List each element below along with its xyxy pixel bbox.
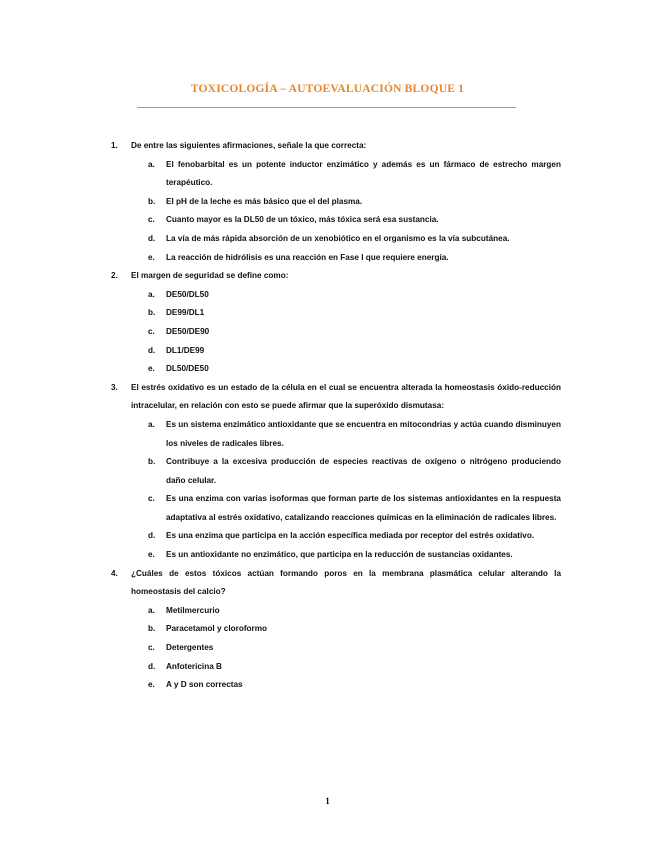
answer-option xyxy=(0,676,655,695)
option-letter: d. xyxy=(148,233,156,243)
option-text: Es una enzima que participa en la acción específica mediada por receptor del estrés oxidativo. xyxy=(166,531,535,541)
option-letter: b. xyxy=(148,308,156,318)
option-letter: d. xyxy=(148,345,156,355)
option-text: La reacción de hidrólisis es una reacción en Fase I que requiere energía. xyxy=(166,252,449,262)
option-text: Anfotericina B xyxy=(166,661,222,671)
document-title: TOXICOLOGÍA – AUTOEVALUACIÓN BLOQUE 1 xyxy=(190,83,465,95)
question-item xyxy=(0,137,655,267)
option-letter: e. xyxy=(148,364,155,374)
question-number: 4. xyxy=(111,568,118,578)
option-text: DL50/DE50 xyxy=(166,364,209,374)
answer-option xyxy=(0,211,655,230)
option-letter: b. xyxy=(148,457,156,467)
option-letter: e. xyxy=(148,550,155,560)
option-letter: b. xyxy=(148,196,156,206)
answer-option xyxy=(0,658,655,677)
page-number: 1 xyxy=(325,796,330,806)
answer-option xyxy=(0,620,655,639)
question-text: De entre las siguientes afirmaciones, señale la que correcta: xyxy=(131,141,367,150)
option-letter: a. xyxy=(148,605,155,615)
question-number: 1. xyxy=(111,141,118,150)
option-letter: a. xyxy=(148,159,155,169)
question-text: ¿Cuáles de estos tóxicos actúan formando poros en la membrana plasmática celular alterando la homeostasis del calcio? xyxy=(131,568,561,597)
option-text: Es un antioxidante no enzimático, que participa en la reducción de sustancias oxidantes. xyxy=(166,550,513,560)
option-text: Metilmercurio xyxy=(166,605,220,615)
option-letter: c. xyxy=(148,326,155,336)
option-text: Cuanto mayor es la DL50 de un tóxico, más tóxica será esa sustancia. xyxy=(166,215,439,225)
answer-option xyxy=(0,342,655,361)
option-list xyxy=(0,416,655,565)
answer-option xyxy=(0,453,655,490)
answer-option xyxy=(0,602,655,621)
option-text: A y D son correctas xyxy=(166,680,243,690)
option-text: El fenobarbital es un potente inductor enzimático y además es un fármaco de estrecho margen terapéutico. xyxy=(166,159,561,188)
answer-option xyxy=(0,156,655,193)
option-text: Detergentes xyxy=(166,643,214,653)
answer-option xyxy=(0,249,655,268)
option-text: DE50/DE90 xyxy=(166,326,210,336)
answer-option xyxy=(0,304,655,323)
answer-option xyxy=(0,639,655,658)
answer-option xyxy=(0,490,655,527)
question-item xyxy=(0,565,655,695)
option-text: El pH de la leche es más básico que el del plasma. xyxy=(166,196,363,206)
option-letter: a. xyxy=(148,289,155,299)
title-underline xyxy=(137,107,516,108)
option-text: DL1/DE99 xyxy=(166,345,205,355)
option-list xyxy=(0,602,655,695)
option-letter: d. xyxy=(148,531,156,541)
answer-option xyxy=(0,230,655,249)
option-text: Paracetamol y cloroformo xyxy=(166,624,268,634)
option-letter: c. xyxy=(148,494,155,504)
option-letter: d. xyxy=(148,661,156,671)
answer-option xyxy=(0,360,655,379)
answer-option xyxy=(0,546,655,565)
option-letter: a. xyxy=(148,419,155,429)
question-item xyxy=(0,267,655,379)
option-text: Contribuye a la excesiva producción de especies reactivas de oxígeno o nitrógeno produciendo daño celular. xyxy=(166,457,561,485)
question-number: 3. xyxy=(111,382,118,392)
option-letter: e. xyxy=(148,680,155,690)
question-list xyxy=(0,137,655,695)
option-text: La vía de más rápida absorción de un xenobiótico en el organismo es la vía subcutánea. xyxy=(166,233,510,243)
option-text: Es una enzima con varias isoformas que forman parte de los sistemas antioxidantes en la respuesta adaptativa al estrés oxidativo, catalizando reacciones químicas en la eliminación de radicales libres. xyxy=(166,494,561,522)
option-letter: b. xyxy=(148,624,156,634)
answer-option xyxy=(0,527,655,546)
answer-option xyxy=(0,286,655,305)
answer-option xyxy=(0,416,655,453)
option-list xyxy=(0,156,655,268)
question-text: El estrés oxidativo es un estado de la célula en el cual se encuentra alterada la homeostasis óxido-reducción intracelular, en relación con esto se puede afirmar que la superóxido dismutasa: xyxy=(131,382,561,411)
option-letter: e. xyxy=(148,252,155,262)
answer-option xyxy=(0,323,655,342)
option-text: Es un sistema enzimático antioxidante que se encuentra en mitocondrias y actúa cuando disminuyen los niveles de radicales libres. xyxy=(166,419,561,448)
option-list xyxy=(0,286,655,379)
option-letter: c. xyxy=(148,643,155,653)
answer-option xyxy=(0,193,655,212)
option-text: DE99/DL1 xyxy=(166,308,205,318)
option-text: DE50/DL50 xyxy=(166,289,209,299)
question-text: El margen de seguridad se define como: xyxy=(131,271,289,281)
option-letter: c. xyxy=(148,215,155,225)
question-number: 2. xyxy=(111,271,118,281)
question-item xyxy=(0,379,655,565)
